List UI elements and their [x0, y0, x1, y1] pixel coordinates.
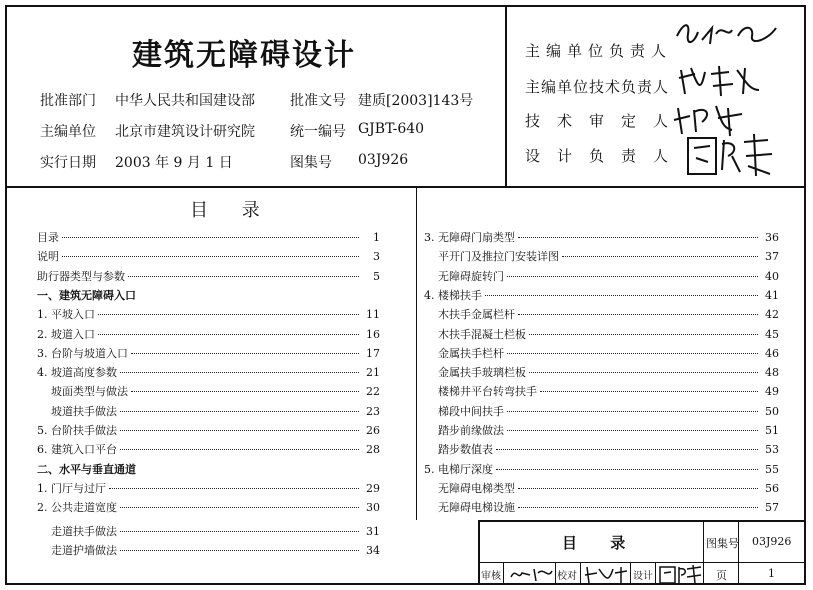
meta-atlas-value: 03J926 [358, 152, 409, 168]
toc-page-number: 55 [765, 462, 779, 476]
toc-page-number: 22 [366, 385, 380, 399]
toc-entry [37, 306, 380, 320]
meta-approval-no-value: 建质[2003]143号 [358, 93, 474, 109]
toc-entry-text: 目录 [37, 231, 59, 244]
toc-entry [438, 480, 779, 494]
toc-page-number: 21 [366, 366, 380, 380]
toc-page-number: 34 [366, 544, 380, 558]
title-block-cell-divider [503, 562, 504, 585]
meta-unified-no-label: 统一编号 [290, 124, 346, 140]
toc-leader-dots [131, 353, 359, 354]
toc-leader-dots [120, 507, 359, 508]
meta-editor-value: 北京市建筑设计研究院 [115, 124, 255, 140]
document-title: 建筑无障碍设计 [132, 38, 356, 73]
meta-date-label: 实行日期 [40, 155, 96, 171]
toc-leader-dots [485, 295, 758, 296]
title-block-cell-divider [655, 562, 656, 585]
toc-page-number: 28 [366, 443, 380, 457]
resp-chief-label: 主编单位负责人 [525, 42, 673, 60]
toc-page-number: 17 [366, 346, 380, 360]
toc-entry [438, 364, 779, 378]
toc-entry-text: 坡面类型与做法 [51, 385, 128, 399]
toc-entry-text: 无障碍旋转门 [438, 269, 504, 283]
toc-page-number: 31 [366, 525, 380, 538]
toc-leader-dots [120, 550, 359, 551]
toc-entry-text: 无障碍电梯设施 [438, 501, 515, 515]
toc-leader-dots [540, 391, 758, 392]
toc-page-number: 29 [366, 481, 380, 495]
handwritten-signature [583, 563, 629, 585]
toc-page-number: 49 [765, 385, 779, 399]
meta-unified-no-value: GJBT-640 [358, 121, 425, 137]
handwritten-signature [508, 563, 554, 585]
toc-entry-text: 1. 平坡入口 [37, 308, 95, 322]
title-block-left-rule [478, 520, 480, 585]
toc-entry-text: 木扶手混凝土栏板 [438, 327, 526, 341]
toc-entry [37, 480, 380, 494]
toc-entry [438, 441, 779, 455]
toc-entry-text: 梯段中间扶手 [438, 404, 504, 418]
title-block-atlas-value: 03J926 [752, 535, 792, 548]
toc-page-number: 50 [765, 404, 779, 418]
toc-leader-dots [131, 391, 359, 392]
resp-tech-label: 主编单位技术负责人 [525, 78, 670, 96]
toc-entry [37, 345, 380, 359]
toc-entry-text: 5. 电梯厅深度 [424, 462, 493, 476]
toc-page-number: 26 [366, 424, 380, 437]
toc-leader-dots [109, 488, 359, 489]
toc-leader-dots [529, 334, 758, 335]
header-bottom-rule [6, 186, 806, 188]
toc-page-number: 40 [765, 269, 779, 283]
title-block-top-rule [478, 520, 806, 522]
toc-leader-dots [562, 256, 758, 257]
toc-page-number: 41 [765, 288, 779, 302]
toc-entry [37, 326, 380, 340]
toc-entry [438, 403, 779, 417]
toc-entry [51, 542, 380, 556]
toc-leader-dots [120, 449, 359, 450]
toc-entry [37, 268, 380, 282]
toc-entry [438, 306, 779, 320]
toc-leader-dots [62, 237, 359, 238]
toc-entry-text: 木扶手金属栏杆 [438, 308, 515, 322]
toc-entry-text: 楼梯井平台转弯扶手 [438, 385, 537, 399]
meta-approval-dept-value: 中华人民共和国建设部 [115, 93, 255, 109]
title-block-cell-divider [555, 562, 556, 585]
toc-leader-dots [496, 449, 758, 450]
title-block-cell-divider [630, 562, 631, 585]
toc-entry-text: 1. 门厅与过厅 [37, 481, 106, 495]
toc-entry [51, 383, 380, 397]
title-block-atlas-label: 图集号 [706, 537, 739, 550]
toc-entry [51, 523, 380, 537]
title-block-design-label: 设计 [633, 571, 653, 582]
toc-entry [438, 345, 779, 359]
toc-leader-dots [98, 334, 359, 335]
toc-entry [438, 499, 779, 513]
resp-design-label: 设计负责人 [525, 147, 686, 165]
toc-entry-text: 金属扶手栏杆 [438, 346, 504, 360]
toc-entry-text: 踏步数值表 [438, 443, 493, 457]
title-block-atlas-value-divider [738, 520, 739, 585]
toc-entry [438, 326, 779, 340]
toc-entry-text: 走道扶手做法 [51, 525, 117, 538]
toc-page-number: 36 [765, 231, 779, 244]
toc-entry-text: 4. 楼梯扶手 [424, 288, 482, 302]
toc-section-heading [37, 461, 380, 475]
toc-leader-dots [496, 469, 758, 470]
toc-entry [37, 229, 380, 243]
toc-section-heading [37, 287, 380, 301]
toc-page-number: 46 [765, 346, 779, 360]
toc-leader-dots [507, 276, 758, 277]
toc-entry-text: 5. 台阶扶手做法 [37, 424, 117, 437]
toc-leader-dots [518, 314, 758, 315]
toc-entry [424, 229, 779, 243]
toc-page-number: 37 [765, 250, 779, 264]
toc-entry-text: 说明 [37, 250, 59, 264]
toc-entry [438, 383, 779, 397]
toc-leader-dots [518, 488, 758, 489]
toc-page-number: 42 [765, 308, 779, 322]
toc-leader-dots [507, 353, 758, 354]
toc-entry-text: 2. 公共走道宽度 [37, 501, 117, 515]
toc-leader-dots [62, 256, 359, 257]
handwritten-signature [675, 60, 765, 100]
toc-leader-dots [120, 372, 359, 373]
title-block-cell-divider [580, 562, 581, 585]
toc-entry [424, 287, 779, 301]
toc-entry [37, 499, 380, 513]
meta-approval-dept-label: 批准部门 [40, 93, 96, 109]
toc-entry-text: 一、建筑无障碍入口 [37, 288, 136, 302]
toc-page-number: 51 [765, 424, 779, 437]
toc-page-number: 45 [765, 327, 779, 341]
toc-leader-dots [98, 314, 359, 315]
toc-leader-dots [128, 276, 359, 277]
toc-leader-dots [529, 372, 758, 373]
toc-page-number: 57 [765, 501, 779, 515]
toc-page-number: 53 [765, 443, 779, 457]
toc-page-number: 3 [373, 250, 380, 264]
title-block-page-label: 页 [716, 569, 727, 582]
toc-entry [37, 441, 380, 455]
toc-entry-text: 4. 坡道高度参数 [37, 366, 117, 380]
toc-entry [37, 248, 380, 262]
toc-column-divider [416, 188, 417, 520]
toc-page-number: 1 [373, 231, 380, 244]
toc-leader-dots [120, 411, 359, 412]
toc-leader-dots [518, 237, 758, 238]
toc-entry-text: 走道护墙做法 [51, 544, 117, 558]
toc-entry-text: 2. 坡道入口 [37, 327, 95, 341]
meta-date-value: 2003 年 9 月 1 日 [115, 155, 233, 171]
toc-entry [37, 422, 380, 436]
title-block-name: 目 录 [562, 534, 640, 552]
meta-atlas-label: 图集号 [290, 155, 332, 171]
meta-approval-no-label: 批准文号 [290, 93, 346, 109]
toc-entry-text: 二、水平与垂直通道 [37, 462, 136, 476]
toc-leader-dots [120, 430, 359, 431]
handwritten-signature [682, 130, 777, 180]
handwritten-signature [657, 563, 703, 585]
toc-page-number: 56 [765, 481, 779, 495]
resp-review-label: 技术审定人 [525, 112, 686, 130]
toc-entry-text: 助行器类型与参数 [37, 269, 125, 283]
toc-entry [438, 248, 779, 262]
toc-leader-dots [120, 531, 359, 532]
toc-entry-text: 金属扶手玻璃栏板 [438, 366, 526, 380]
toc-entry-text: 6. 建筑入口平台 [37, 443, 117, 457]
title-block-check-label: 校对 [557, 571, 577, 582]
toc-entry-text: 平开门及推拉门安装详图 [438, 250, 559, 264]
toc-entry-text: 踏步前缘做法 [438, 424, 504, 437]
toc-page-number: 23 [366, 404, 380, 418]
meta-editor-label: 主编单位 [40, 124, 96, 140]
toc-leader-dots [518, 507, 758, 508]
toc-page-number: 30 [366, 501, 380, 515]
toc-entry [438, 268, 779, 282]
toc-heading: 目 录 [190, 200, 274, 221]
toc-page-number: 16 [366, 327, 380, 341]
toc-entry-text: 3. 台阶与坡道入口 [37, 346, 128, 360]
toc-entry [438, 422, 779, 436]
toc-entry [424, 461, 779, 475]
title-block-page-value: 1 [768, 567, 775, 580]
title-block-atlas-divider [703, 520, 704, 585]
header-divider [505, 6, 507, 186]
toc-entry-text: 无障碍电梯类型 [438, 481, 515, 495]
toc-entry-text: 坡道扶手做法 [51, 404, 117, 418]
toc-page-number: 48 [765, 366, 779, 380]
title-block-review-label: 审核 [481, 571, 501, 582]
toc-page-number: 5 [373, 269, 380, 283]
toc-entry [51, 403, 380, 417]
handwritten-signature [672, 14, 782, 54]
toc-page-number: 11 [366, 308, 380, 322]
toc-leader-dots [507, 430, 758, 431]
toc-leader-dots [507, 411, 758, 412]
toc-entry [37, 364, 380, 378]
toc-entry-text: 3. 无障碍门扇类型 [424, 231, 515, 244]
